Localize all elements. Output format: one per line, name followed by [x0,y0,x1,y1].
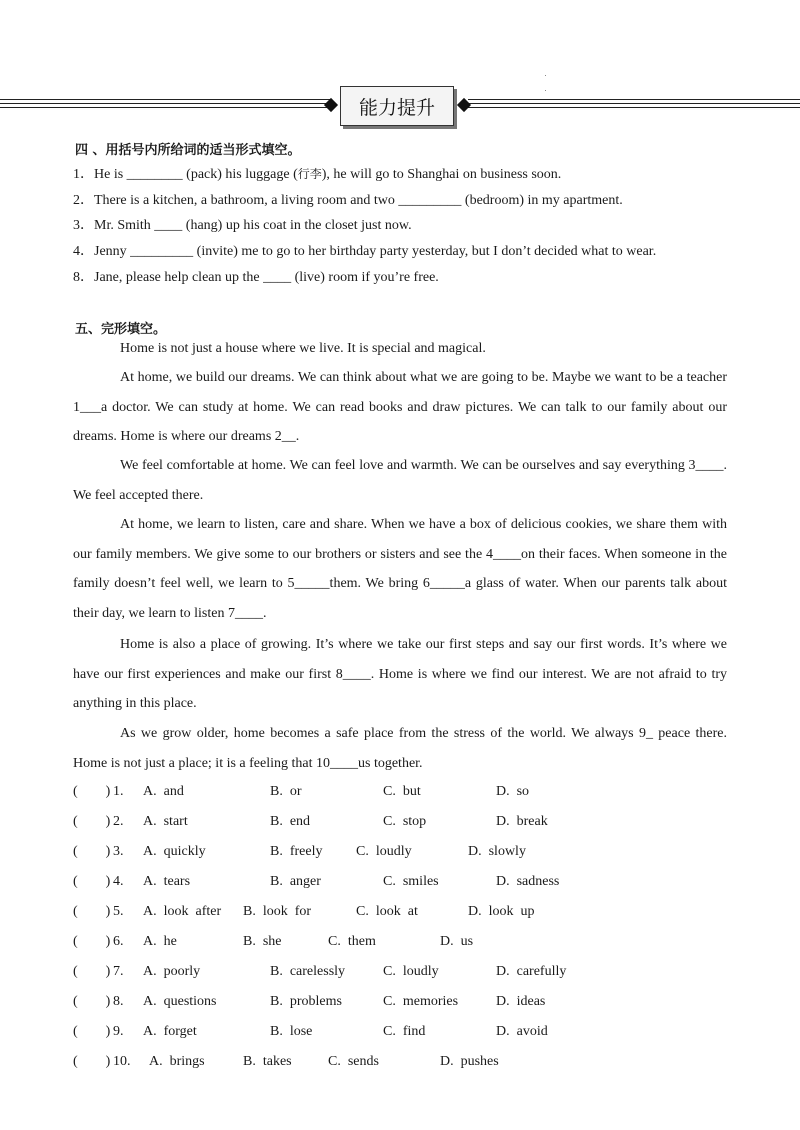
option-d[interactable]: D. slowly [468,844,526,859]
answer-blank[interactable]: ( ) [73,934,111,949]
option-a[interactable]: A. quickly [143,844,206,859]
option-d[interactable]: D. so [496,784,530,799]
item-number: 4． [73,244,94,259]
item-text: He is ________ (pack) his luggage ( [94,167,298,182]
question-number: 9. [113,1024,124,1039]
answer-blank[interactable]: ( ) [73,1054,111,1069]
option-a[interactable]: A. forget [143,1024,197,1039]
option-b[interactable]: B. anger [270,874,321,889]
question-number: 7. [113,964,124,979]
cloze-paragraph: As we grow older, home becomes a safe place from the stress of the world. We always 9_ peace there. Home is not just a place; it is a feeling that 10____us together. [73,726,727,771]
option-c[interactable]: C. find [383,1024,426,1039]
item-number: 2． [73,193,94,208]
option-b[interactable]: B. look for [243,904,312,919]
option-c[interactable]: C. sends [328,1054,379,1069]
cloze-paragraph: Home is also a place of growing. It’s where we take our first steps and say our first words. It’s where we have our first experiences and make our first 8____. Home is where we find our interest. We are not afraid to try anything in this place. [73,637,727,711]
fill-blank-item [73,240,656,260]
option-b[interactable]: B. or [270,784,302,799]
option-a[interactable]: A. he [143,934,177,949]
item-text: Jane, please help clean up the ____ (live) room if you’re free. [94,270,439,285]
option-c[interactable]: C. smiles [383,874,439,889]
option-d[interactable]: D. ideas [496,994,546,1009]
question-number: 4. [113,874,124,889]
fill-blank-item [73,189,623,209]
option-b[interactable]: B. lose [270,1024,313,1039]
option-d[interactable]: D. avoid [496,1024,548,1039]
speck-mark [545,75,546,76]
option-c[interactable]: C. look at [356,904,418,919]
section5-heading: 五、完形填空。 [75,322,167,337]
item-number: 3． [73,218,94,233]
item-chinese-hint: 行李 [297,167,322,181]
question-number: 1. [113,784,124,799]
option-a[interactable]: A. and [143,784,184,799]
item-text: Mr. Smith ____ (hang) up his coat in the closet just now. [94,218,412,233]
answer-blank[interactable]: ( ) [73,964,111,979]
item-text: There is a kitchen, a bathroom, a living room and two _________ (bedroom) in my apartment. [94,193,623,208]
option-c[interactable]: C. memories [383,994,459,1009]
cloze-paragraph: We feel comfortable at home. We can feel love and warmth. We can be ourselves and say everything 3____. We feel accepted there. [73,458,727,503]
option-a[interactable]: A. poorly [143,964,201,979]
option-d[interactable]: D. sadness [496,874,560,889]
item-text: Jenny _________ (invite) me to go to her birthday party yesterday, but I don’t decided what to wear. [94,244,657,259]
answer-blank[interactable]: ( ) [73,784,111,799]
question-number: 8. [113,994,124,1009]
question-number: 6. [113,934,124,949]
answer-blank[interactable]: ( ) [73,1024,111,1039]
cloze-paragraph: At home, we build our dreams. We can think about what we are going to be. Maybe we want to be a teacher 1___a doctor. We can study at home. We can read books and draw pictures. We can talk to our family about our dreams. Home is where our dreams 2__. [73,370,727,444]
option-d[interactable]: D. us [440,934,474,949]
answer-blank[interactable]: ( ) [73,994,111,1009]
option-b[interactable]: B. carelessly [270,964,346,979]
item-number: 8． [73,270,94,285]
option-d[interactable]: D. carefully [496,964,567,979]
option-d[interactable]: D. pushes [440,1054,499,1069]
option-a[interactable]: A. look after [143,904,222,919]
option-b[interactable]: B. problems [270,994,342,1009]
answer-blank[interactable]: ( ) [73,874,111,889]
fill-blank-item [73,214,412,234]
section4-heading: 四 、用括号内所给词的适当形式填空。 [75,143,301,158]
speck-mark [545,90,546,91]
option-b[interactable]: B. freely [270,844,323,859]
section-title-box [340,86,454,126]
option-d[interactable]: D. look up [468,904,535,919]
item-number: 1． [73,167,94,182]
answer-blank[interactable]: ( ) [73,844,111,859]
option-b[interactable]: B. end [270,814,311,829]
section-title: 能力提升 [358,96,435,119]
option-c[interactable]: C. loudly [356,844,412,859]
answer-blank[interactable]: ( ) [73,904,111,919]
cloze-paragraph: At home, we learn to listen, care and share. When we have a box of delicious cookies, we share them with our family members. We give some to our brothers or sisters and see the 4____on their faces. When someone in the family doesn’t feel well, we learn to 5_____them. We bring 6_____a glass of water. When our parents talk about their day, we learn to listen 7____. [73,517,727,621]
answer-blank[interactable]: ( ) [73,814,111,829]
option-b[interactable]: B. she [243,934,282,949]
item-text-continued: ), he will go to Shanghai on business soon. [321,167,562,182]
option-c[interactable]: C. them [328,934,376,949]
option-a[interactable]: A. start [143,814,188,829]
option-b[interactable]: B. takes [243,1054,292,1069]
option-a[interactable]: A. questions [143,994,217,1009]
option-c[interactable]: C. but [383,784,421,799]
question-number: 2. [113,814,124,829]
option-c[interactable]: C. loudly [383,964,439,979]
question-number: 3. [113,844,124,859]
option-d[interactable]: D. break [496,814,548,829]
option-a[interactable]: A. tears [143,874,191,889]
fill-blank-item [73,163,561,183]
option-c[interactable]: C. stop [383,814,427,829]
option-a[interactable]: A. brings [149,1054,205,1069]
cloze-paragraph: Home is not just a house where we live. It is special and magical. [120,341,486,356]
question-number: 5. [113,904,124,919]
question-number: 10. [113,1054,131,1069]
fill-blank-item [73,266,439,286]
